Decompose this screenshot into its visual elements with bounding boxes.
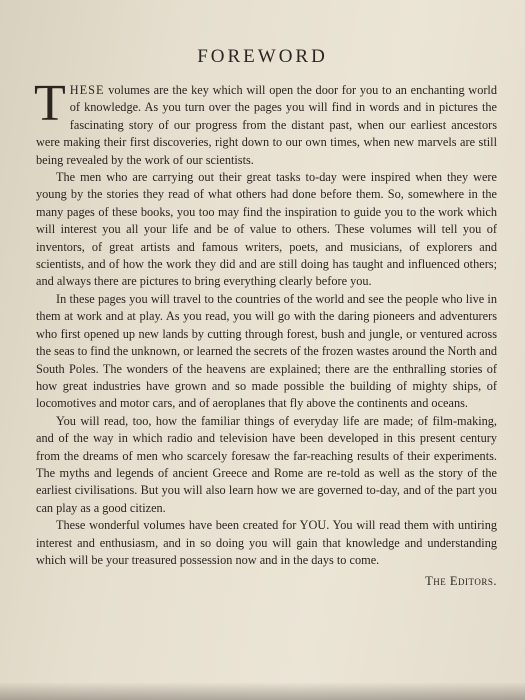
paragraph-4: You will read, too, how the familiar things of everyday life are made; of film-making, and of the way in which radio and television have been developed in this present century from the dreams of men who scarcely foresaw the far-reaching results of their experiments. The myths and legends of ancient Greece and Rome are re-told as well as the story of the earliest civilisations. But you will also learn how we are governed to-day, and of the part you can play as a good citizen. [36, 413, 497, 515]
page-title: FOREWORD [197, 46, 328, 67]
paragraph-1-text: volumes are the key which will open the door for you to an enchanting world of knowledge. As you turn over the pages you will find in words and in pictures the fascinating story of our progress from the distant past, when our earliest ancestors were making their first discoveries, right down to our own times, when new marvels are still being revealed by the work of our scientists. [36, 83, 497, 167]
foreword-body [34, 75, 497, 591]
signature: The Editors. [425, 574, 497, 589]
drop-cap: T [34, 75, 66, 132]
paragraph-5 [36, 517, 497, 591]
paragraph-1 [34, 75, 497, 169]
paragraph-3: In these pages you will travel to the countries of the world and see the people who live in them at work and at play. As you read, you will go with the daring pioneers and adventurers who first opened up new lands by cutting through forest, bush and jungle, or ventured across the seas to find the unknown, or learned the secrets of the frozen wastes around the North and South Poles. The wonders of the heavens are explained; there are the enthralling stories of how great industries have grown and so made possible the building of mighty ships, of locomotives and motor cars, and of aeroplanes that fly above the continents and oceans. [36, 291, 497, 411]
paragraph-5-text: These wonderful volumes have been created for YOU. You will read them with untiring interest and enthusiasm, and in so doing you will gain that knowledge and understanding which will be your treasured possession now and in the days to come. [36, 518, 497, 567]
paragraph-2: The men who are carrying out their great tasks to-day were inspired when they were young by the stories they read of what others had done before them. So, somewhere in the many pages of these books, you too may find the inspiration to guide you to the work which will interest you all your life and be of value to others. These volumes will tell you of inventors, of great artists and famous writers, poets, and musicians, of explorers and scientists, and of how the work they did and are still doing has taught and influenced others; and always there are pictures to bring everything clearly before you. [36, 170, 497, 289]
lead-caps: HESE [69, 83, 105, 97]
